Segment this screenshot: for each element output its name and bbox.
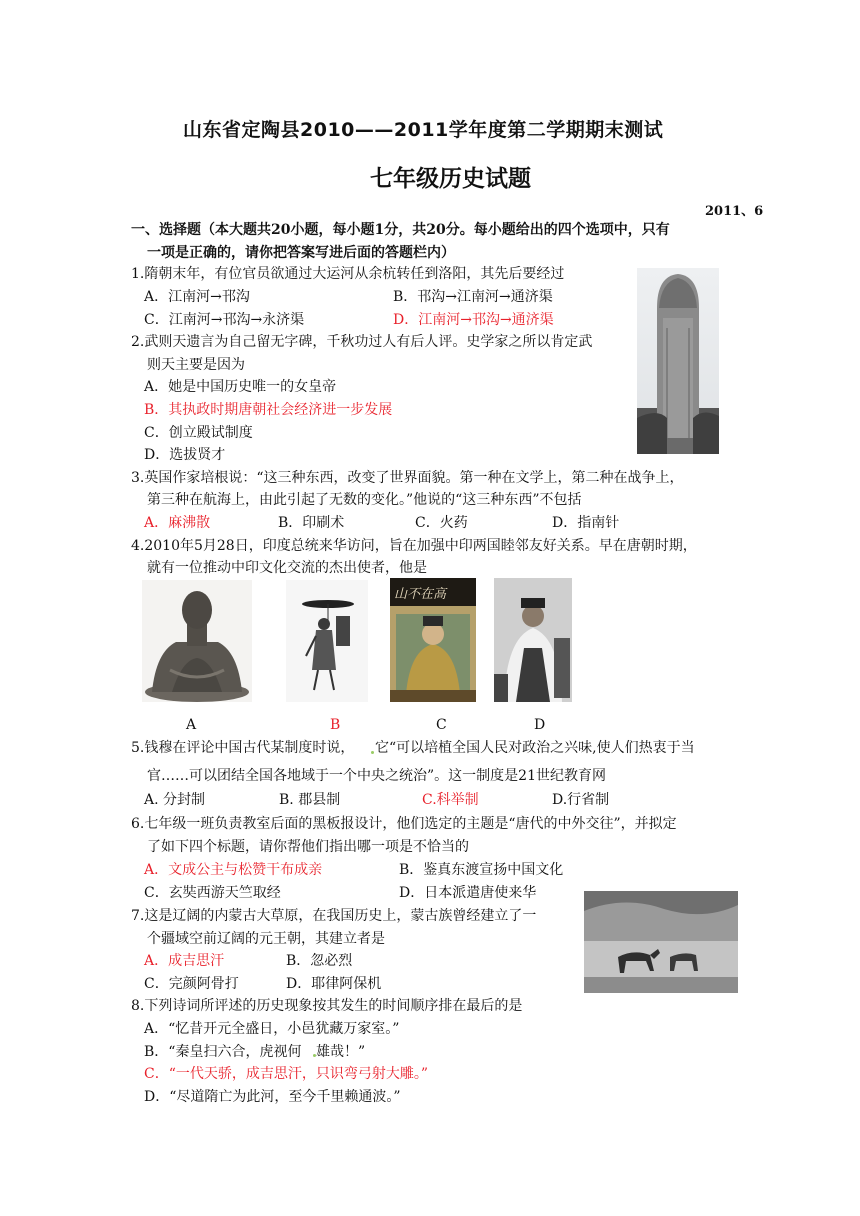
q4-image-c-emperor-portrait: [390, 578, 476, 702]
q4-stem-line2: 就有一位推动中印文化交流的杰出使者，他是: [147, 560, 427, 576]
section-header-line1: 一、选择题（本大题共20小题，每小题1分，共20分。每小题给出的四个选项中，只有: [131, 222, 670, 238]
q7-option-d: D．耶律阿保机: [286, 976, 382, 992]
wordless-stele-image: [637, 268, 719, 454]
q1-option-d-answer: D．江南河→邗沟→通济渠: [393, 312, 554, 328]
q7-option-c: C．完颜阿骨打: [144, 976, 239, 992]
q7-stem-line2: 个疆域空前辽阔的元王朝，其建立者是: [147, 931, 385, 947]
q1-stem: 1.隋朝末年，有位官员欲通过大运河从余杭转任到洛阳，其先后要经过: [131, 266, 565, 282]
q6-stem-line2: 了如下四个标题，请你帮他们指出哪一项是不恰当的: [147, 839, 469, 855]
q2-option-a: A．她是中国历史唯一的女皇帝: [144, 379, 337, 395]
q2-stem-line1: 2.武则天遗言为自己留无字碑，千秋功过人有后人评。史学家之所以肯定武: [131, 334, 593, 350]
q2-option-d: D．选拔贤才: [144, 447, 226, 463]
q8-stem: 8.下列诗词所评述的历史现象按其发生的时间顺序排在最后的是: [131, 998, 523, 1014]
exam-subtitle: 七年级历史试题: [370, 166, 531, 192]
exam-date: 2011、6: [705, 204, 764, 219]
q4-label-a: A: [186, 717, 197, 733]
q2-option-c: C．创立殿试制度: [144, 425, 253, 441]
q4-image-c-calligraphy: 山不在高: [394, 587, 447, 602]
q7-grassland-horses-image: [584, 891, 738, 993]
q2-stem-line2: 则天主要是因为: [147, 357, 245, 373]
section-header-line2: 一项是正确的，请你把答案写进后面的答题栏内）: [147, 245, 455, 261]
q2-option-b-answer: B．其执政时期唐朝社会经济进一步发展: [144, 402, 393, 418]
exam-title: 山东省定陶县2010——2011学年度第二学期期末测试: [183, 119, 664, 141]
q3-option-a-answer: A．麻沸散: [144, 515, 211, 531]
q8-option-a: A．“忆昔开元全盛日，小邑犹藏万家室。”: [144, 1021, 400, 1037]
q7-option-b: B．忽必烈: [286, 953, 353, 969]
q8-option-d: D．“尽道隋亡为此河，至今千里赖通波。”: [144, 1089, 401, 1105]
q5-option-b: B. 郡县制: [279, 792, 341, 808]
q8-option-b-part2: 雄哉！”: [316, 1044, 366, 1060]
q4-label-b-answer: B: [330, 717, 341, 733]
q5-stem-line1b: 它“可以培植全国人民对政治之兴味,使人们热衷于当: [375, 740, 695, 756]
stray-mark: [371, 751, 374, 754]
q4-image-d-official-portrait: [494, 578, 572, 702]
q3-option-d: D．指南针: [552, 515, 620, 531]
q3-stem-line2: 第三种在航海上，由此引起了无数的变化。”他说的“这三种东西”不包括: [147, 492, 582, 508]
q1-option-b: B．邗沟→江南河→通济渠: [393, 289, 553, 305]
q5-option-a: A. 分封制: [144, 792, 206, 808]
q4-image-a-seated-monk: [142, 580, 252, 702]
q1-option-c: C．江南河→邗沟→永济渠: [144, 312, 305, 328]
q8-option-b-part1: B．“秦皇扫六合，虎视何: [144, 1044, 302, 1060]
q6-option-b: B．鉴真东渡宣扬中国文化: [399, 862, 564, 878]
q6-option-d: D．日本派遣唐使来华: [399, 885, 537, 901]
q3-option-c: C．火药: [415, 515, 468, 531]
q6-stem-line1: 6.七年级一班负责教室后面的黑板报设计，他们选定的主题是“唐代的中外交往”，并拟定: [131, 816, 677, 832]
q5-stem-line1a: 5.钱穆在评论中国古代某制度时说，: [131, 740, 355, 756]
q5-option-d: D.行省制: [552, 792, 610, 808]
q6-option-a-answer: A．文成公主与松赞干布成亲: [144, 862, 323, 878]
q4-image-b-traveling-monk: [286, 580, 368, 702]
q5-stem-line2: 官……可以团结全国各地域于一个中央之统治”。这一制度是21世纪教育网: [147, 768, 606, 784]
q3-option-b: B．印刷术: [278, 515, 345, 531]
q7-option-a-answer: A．成吉思汗: [144, 953, 225, 969]
q8-option-c-answer: C．“一代天骄，成吉思汗，只识弯弓射大雕。”: [144, 1066, 429, 1082]
q4-stem-line1: 4.2010年5月28日，印度总统来华访问，旨在加强中印两国睦邻友好关系。早在唐朝时期，: [131, 538, 697, 554]
q6-option-c: C．玄奘西游天竺取经: [144, 885, 281, 901]
q4-label-c: C: [436, 717, 447, 733]
q7-stem-line1: 7.这是辽阔的内蒙古大草原，在我国历史上，蒙古族曾经建立了一: [131, 908, 537, 924]
q3-stem-line1: 3.英国作家培根说：“这三种东西，改变了世界面貌。第一种在文学上，第二种在战争上，: [131, 470, 684, 486]
q4-label-d: D: [534, 717, 546, 733]
q5-option-c-answer: C.科举制: [422, 792, 479, 808]
q1-option-a: A．江南河→邗沟: [144, 289, 250, 305]
